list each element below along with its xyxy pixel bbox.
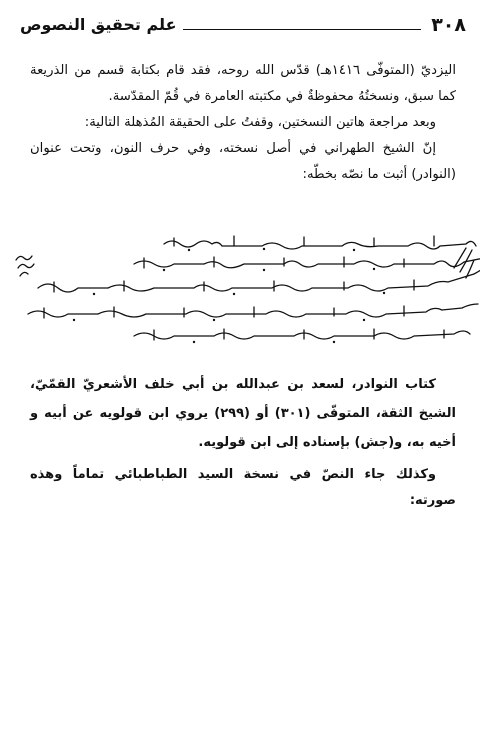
paragraph-1: اليزديّ (المتوفّى ١٤١٦هـ) قدّس الله روحه، فقد قام بكتابة قسم من الذريعة كما سبق، ونسختُهُ محفوظةٌ في مكتبته العامرة في قُمّ المقدّسة. <box>30 63 456 104</box>
paragraph-3: إنّ الشيخ الطهراني في أصل نسخته، وفي حرف النون، وتحت عنوان (النوادر) أثبت ما نصّه بخطّه: <box>30 141 456 182</box>
handwritten-manuscript-image <box>14 232 480 346</box>
manuscript-line-5 <box>134 331 470 339</box>
manuscript-line-4 <box>28 304 478 317</box>
page-number: ٣٠٨ <box>431 14 466 36</box>
running-title: علم تحقيق النصوص <box>20 15 177 34</box>
manuscript-line-1 <box>164 241 476 249</box>
header-rule <box>183 29 422 30</box>
paragraph-4: وكذلك جاء النصّ في نسخة السيد الطباطبائي تماماً وهذه صورته: <box>30 467 456 508</box>
manuscript-line-2 <box>134 253 480 267</box>
paragraph-quoted-entry: كتاب النوادر، لسعد بن عبدالله بن أبي خلف الأشعريّ القمّيّ، الشيخ الثقة، المتوفّى (٣٠١) أو (٢٩٩) يروي ابن قولويه عن أبيه و أخيه به، و(جش) بإسناده إلى ابن قولويه. <box>30 377 456 450</box>
page-header <box>20 8 466 36</box>
paragraph-2: وبعد مراجعة هاتين النسختين، وقفتُ على الحقيقة المُذهلة التالية: <box>84 115 436 130</box>
manuscript-margin-note <box>454 248 474 278</box>
